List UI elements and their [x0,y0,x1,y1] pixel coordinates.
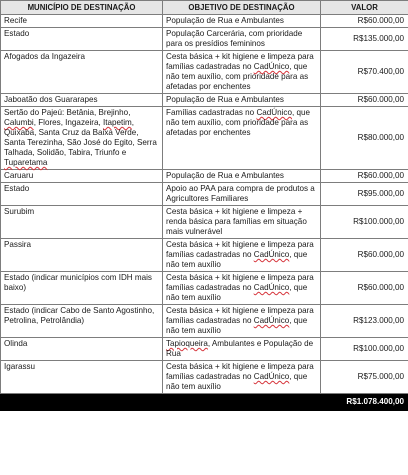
table-row [1,94,408,107]
total-empty-cell [1,394,163,411]
cell-objetivo: Cesta básica + kit higiene e limpeza para famílias cadastradas no CadÚnico, que não tem auxílio, com prioridade para as afetadas por enchentes [163,51,321,94]
table-row [1,239,408,272]
cell-valor: R$60.000,00 [321,170,408,183]
cell-valor: R$135.000,00 [321,28,408,51]
cell-valor: R$60.000,00 [321,94,408,107]
table-row [1,183,408,206]
cell-valor: R$60.000,00 [321,15,408,28]
spellcheck-word: CadÚnico [253,283,290,292]
table-row [1,206,408,239]
cell-municipio: Estado [1,28,163,51]
table-row [1,28,408,51]
table-row [1,170,408,183]
spellcheck-word: CadÚnico [256,108,292,117]
cell-objetivo: População de Rua e Ambulantes [163,94,321,107]
cell-valor: R$70.400,00 [321,51,408,94]
cell-valor: R$100.000,00 [321,338,408,361]
table-row [1,305,408,338]
cell-objetivo: Cesta básica + kit higiene e limpeza + renda básica para famílias em situação mais vulnerável [163,206,321,239]
cell-objetivo: Cesta básica + kit higiene e limpeza para famílias cadastradas no CadÚnico, que não tem auxílio [163,272,321,305]
total-empty-cell [163,394,321,411]
cell-objetivo: Tapioqueira, Ambulantes e População de Rua [163,338,321,361]
cell-objetivo: Cesta básica + kit higiene e limpeza para famílias cadastradas no CadÚnico, que não tem auxílio [163,305,321,338]
cell-municipio: Igarassu [1,361,163,394]
cell-municipio: Estado [1,183,163,206]
table-row [1,272,408,305]
table-row [1,361,408,394]
cell-municipio: Estado (indicar municípios com IDH mais baixo) [1,272,163,305]
header-row [1,1,408,15]
cell-valor: R$75.000,00 [321,361,408,394]
cell-municipio: Jaboatão dos Guararapes [1,94,163,107]
cell-municipio: Afogados da Ingazeira [1,51,163,94]
cell-valor: R$100.000,00 [321,206,408,239]
cell-valor: R$95.000,00 [321,183,408,206]
cell-municipio: Passira [1,239,163,272]
spellcheck-word: Tuparetama [4,158,48,167]
cell-municipio: Recife [1,15,163,28]
cell-municipio: Surubim [1,206,163,239]
table-row [1,338,408,361]
spellcheck-word: Tapioqueira [166,339,208,348]
cell-objetivo: Apoio ao PAA para compra de produtos a Agricultores Familiares [163,183,321,206]
spellcheck-word: CadÚnico [253,62,290,71]
cell-objetivo: Cesta básica + kit higiene e limpeza para famílias cadastradas no CadÚnico, que não tem auxílio [163,361,321,394]
cell-objetivo: Famílias cadastradas no CadÚnico, que não tem auxílio, com prioridade para as afetadas por enchentes [163,107,321,170]
header-valor: VALOR [321,1,408,15]
spellcheck-word: CadÚnico [253,250,290,259]
header-objetivo: OBJETIVO DE DESTINAÇÃO [163,1,321,15]
cell-objetivo: População Carcerária, com prioridade para os presídios femininos [163,28,321,51]
header-municipio: MUNICÍPIO DE DESTINAÇÃO [1,1,163,15]
total-row [1,394,408,411]
cell-municipio: Estado (indicar Cabo de Santo Agostinho, Petrolina, Petrolândia) [1,305,163,338]
cell-municipio: Sertão do Pajeú: Betânia, Brejinho, Calumbi, Flores, Ingazeira, Itapetim, Quixaba, Santa Cruz da Baixa Verde, Santa Terezinha, São José do Egito, Serra Talhada, Solidão, Tabira, Triunfo e Tuparetama [1,107,163,170]
cell-objetivo: População de Rua e Ambulantes [163,170,321,183]
table-row [1,107,408,170]
cell-valor: R$60.000,00 [321,272,408,305]
spellcheck-word: Itapetim [102,118,132,127]
table-row [1,15,408,28]
cell-valor: R$123.000,00 [321,305,408,338]
cell-valor: R$80.000,00 [321,107,408,170]
cell-objetivo: Cesta básica + kit higiene e limpeza para famílias cadastradas no CadÚnico, que não tem auxílio [163,239,321,272]
cell-municipio: Caruaru [1,170,163,183]
cell-valor: R$60.000,00 [321,239,408,272]
spellcheck-word: CadÚnico [253,372,290,381]
total-value: R$1.078.400,00 [321,394,408,411]
spellcheck-word: CadÚnico [253,316,290,325]
cell-municipio: Olinda [1,338,163,361]
spellcheck-word: Calumbi [4,118,34,127]
table-row [1,51,408,94]
cell-objetivo: População de Rua e Ambulantes [163,15,321,28]
